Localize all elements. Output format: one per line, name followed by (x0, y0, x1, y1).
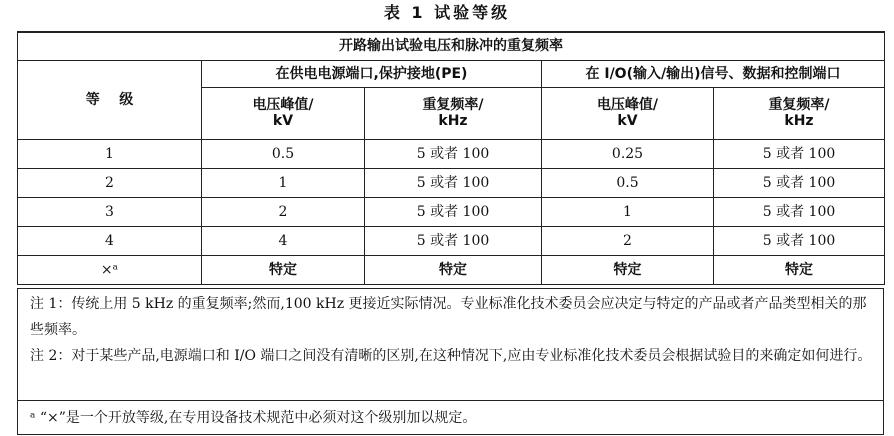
test-levels-table (17, 31, 885, 285)
table-row (18, 255, 885, 284)
cell-power-khz: 5 或者 100 (365, 197, 542, 226)
table-title: 表 1 试验等级 (383, 3, 511, 22)
cell-level: 2 (18, 168, 202, 197)
cell-level: 3 (18, 197, 202, 226)
col-header-io-frequency: 重复频率/ kHz (714, 87, 885, 139)
cell-power-kv: 1 (202, 168, 365, 197)
footnote: ᵃ “×”是一个开放等级,在专用设备技术规范中必须对这个级别加以规定。 (30, 410, 477, 426)
notes-box (17, 288, 884, 435)
cell-power-kv: 4 (202, 226, 365, 255)
cell-io-kv: 0.25 (542, 139, 714, 168)
level-header: 等 级 (18, 60, 202, 139)
col-header-power-frequency: 重复频率/ kHz (365, 87, 542, 139)
cell-io-kv: 2 (542, 226, 714, 255)
note-1: 注 1：传统上用 5 kHz 的重复频率;然而,100 kHz 更接近实际情况。专业标准化技术委员会应决定与特定的产品或者产品类型相关的那些频率。 (30, 296, 867, 338)
note-2: 注 2：对于某些产品,电源端口和 I/O 端口之间没有清晰的区别,在这种情况下,应由专业标准化技术委员会根据试验目的来确定如何进行。 (30, 348, 872, 364)
cell-io-khz: 特定 (714, 255, 885, 284)
cell-level: 4 (18, 226, 202, 255)
cell-level: ×ᵃ (18, 255, 202, 284)
cell-io-kv: 特定 (542, 255, 714, 284)
cell-io-khz: 5 或者 100 (714, 139, 885, 168)
cell-io-kv: 1 (542, 197, 714, 226)
footnote-row (18, 400, 883, 435)
table-row (18, 139, 885, 168)
col-header-io-voltage: 电压峰值/ kV (542, 87, 714, 139)
cell-power-kv: 特定 (202, 255, 365, 284)
cell-power-khz: 5 或者 100 (365, 139, 542, 168)
group-header-power: 在供电电源端口,保护接地(PE) (202, 60, 542, 87)
col-header-power-voltage: 电压峰值/ kV (202, 87, 365, 139)
cell-io-khz: 5 或者 100 (714, 168, 885, 197)
cell-power-khz: 5 或者 100 (365, 226, 542, 255)
cell-power-khz: 特定 (365, 255, 542, 284)
cell-power-khz: 5 或者 100 (365, 168, 542, 197)
cell-io-khz: 5 或者 100 (714, 226, 885, 255)
cell-power-kv: 2 (202, 197, 365, 226)
cell-io-kv: 0.5 (542, 168, 714, 197)
group-header-io: 在 I/O(输入/输出)信号、数据和控制端口 (542, 60, 885, 87)
table-row (18, 197, 885, 226)
main-header: 开路输出试验电压和脉冲的重复频率 (18, 32, 885, 60)
cell-io-khz: 5 或者 100 (714, 197, 885, 226)
cell-power-kv: 0.5 (202, 139, 365, 168)
cell-level: 1 (18, 139, 202, 168)
table-row (18, 226, 885, 255)
table-row (18, 168, 885, 197)
